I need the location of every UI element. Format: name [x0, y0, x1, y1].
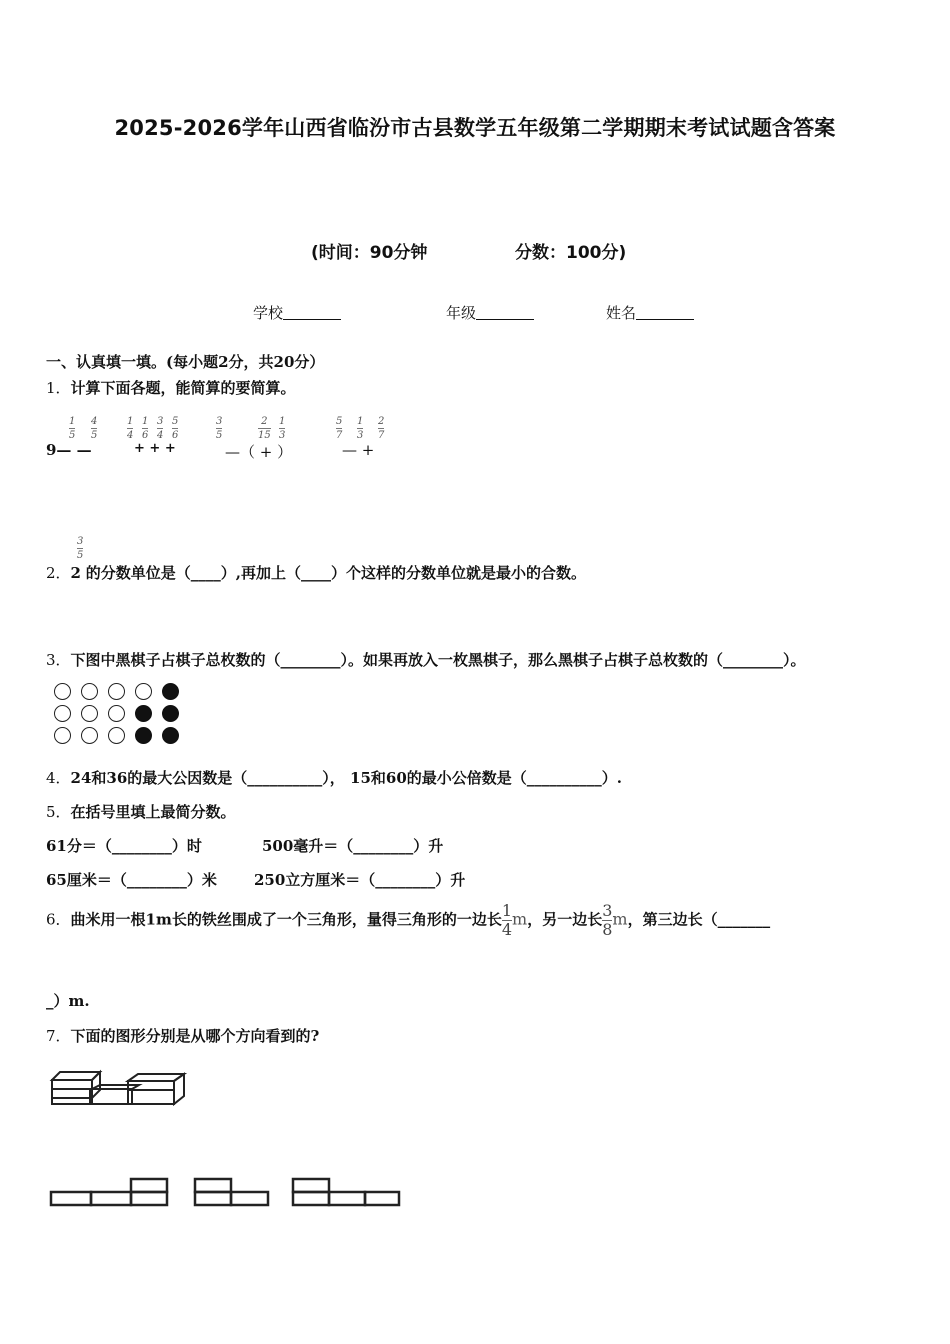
front-face-2 — [90, 1089, 132, 1104]
white-chess-piece — [54, 683, 71, 700]
q1-e3-frac-2: 2 15 — [258, 416, 271, 441]
q2-fraction: 3 5 — [77, 536, 84, 561]
black-chess-piece — [135, 705, 152, 722]
q1-expr-2: + + + — [134, 441, 176, 456]
q6-text-b: ，另一边长 — [527, 910, 603, 929]
question-1 — [46, 377, 296, 398]
q5-number: 5． — [46, 803, 71, 821]
q7-number: 7． — [46, 1027, 71, 1045]
q7-view-1 — [48, 1175, 172, 1209]
q5-item-1: 61分＝（________）时 — [46, 837, 202, 855]
q1-e1-frac-2: 4 5 — [91, 416, 98, 441]
question-7 — [46, 1025, 319, 1046]
q4-number: 4． — [46, 769, 71, 787]
q7-view-3 — [289, 1175, 404, 1209]
q1-e1-frac-1: 1 5 — [69, 416, 76, 441]
q6-text-d: _）m. — [46, 992, 90, 1010]
question-2 — [46, 562, 586, 583]
school-blank[interactable] — [283, 305, 341, 320]
question-5 — [46, 801, 236, 822]
q2-whole: 2 — [70, 564, 81, 582]
q5-item-4: 250立方厘米＝（________）升 — [254, 871, 466, 889]
q6-text-c: ，第三边长（_______ — [627, 910, 771, 929]
q1-e4-frac-2: 1 3 — [357, 416, 364, 441]
q1-e4-frac-3: 2 7 — [378, 416, 385, 441]
q6-unit-1: m — [512, 909, 528, 929]
q1-e2-frac-1: 1 4 — [127, 416, 134, 441]
q5-text: 在括号里填上最简分数。 — [70, 803, 236, 821]
school-field[interactable] — [253, 302, 341, 323]
q6-unit-2: m — [612, 909, 628, 929]
name-blank[interactable] — [636, 305, 694, 320]
q1-expr-3: —（ + ） — [225, 443, 293, 461]
q7-solid-figure — [48, 1068, 188, 1110]
q3-text: 下图中黑棋子占棋子总枚数的（________）。如果再放入一枚黑棋子，那么黑棋子占棋子总枚数的（________）。 — [70, 651, 806, 669]
black-chess-piece — [135, 727, 152, 744]
q1-expr-4: — + — [342, 441, 375, 459]
white-chess-piece — [81, 683, 98, 700]
side-face-3 — [174, 1074, 184, 1104]
white-chess-piece — [108, 705, 125, 722]
q5-item-2: 500毫升＝（________）升 — [262, 837, 444, 855]
q2-text: 的分数单位是（____）,再加上（____）个这样的分数单位就是最小的合数。 — [85, 564, 586, 582]
white-chess-piece — [81, 727, 98, 744]
q4-text: 24和36的最大公因数是（__________）， 15和60的最小公倍数是（__________）. — [70, 769, 622, 787]
grade-field[interactable] — [446, 302, 534, 323]
q5-item-3: 65厘米＝（________）米 — [46, 871, 217, 889]
exam-score: 分数：100分) — [515, 243, 627, 263]
q7-view-2 — [191, 1175, 273, 1209]
white-chess-piece — [54, 727, 71, 744]
white-chess-piece — [135, 683, 152, 700]
exam-time: (时间：90分钟 — [311, 243, 428, 263]
q1-e2-frac-3: 3 4 — [157, 416, 164, 441]
page-title: 2025-2026学年山西省临汾市古县数学五年级第二学期期末考试试题含答案 — [114, 116, 836, 140]
q6-fraction-2: $\frac{3}{8}$ — [602, 901, 613, 939]
q2-number: 2． — [46, 564, 71, 582]
white-chess-piece — [54, 705, 71, 722]
school-label: 学校 — [253, 304, 284, 322]
q7-text: 下面的图形分别是从哪个方向看到的? — [70, 1027, 320, 1045]
q1-e2-frac-4: 5 6 — [172, 416, 179, 441]
white-chess-piece — [81, 705, 98, 722]
white-chess-piece — [108, 683, 125, 700]
front-face-1b — [52, 1089, 92, 1104]
grade-blank[interactable] — [476, 305, 534, 320]
grade-label: 年级 — [446, 304, 477, 322]
q1-number: 1． — [46, 379, 71, 397]
q6-fraction-1: $\frac{1}{4}$ — [501, 901, 513, 939]
name-field[interactable] — [606, 302, 694, 323]
q3-number: 3． — [46, 651, 71, 669]
white-chess-piece — [108, 727, 125, 744]
question-3 — [46, 649, 806, 670]
q1-expr-1: 9— — — [46, 441, 92, 459]
q6-text-a: 曲米用一根1m长的铁丝围成了一个三角形，量得三角形的一边长 — [70, 910, 502, 929]
black-chess-piece — [162, 683, 179, 700]
name-label: 姓名 — [606, 304, 637, 322]
q1-text: 计算下面各题，能简算的要简算。 — [70, 379, 296, 397]
question-6 — [46, 902, 770, 939]
section-heading: 一、认真填一填。(每小题2分，共20分） — [46, 353, 325, 371]
black-chess-piece — [162, 727, 179, 744]
q1-e3-frac-1: 3 5 — [216, 416, 223, 441]
black-chess-piece — [162, 705, 179, 722]
question-4 — [46, 767, 622, 788]
q1-e4-frac-1: 5 7 — [336, 416, 343, 441]
q1-e3-frac-3: 1 3 — [279, 416, 286, 441]
q6-number: 6． — [46, 910, 71, 929]
q1-e2-frac-2: 1 6 — [142, 416, 149, 441]
